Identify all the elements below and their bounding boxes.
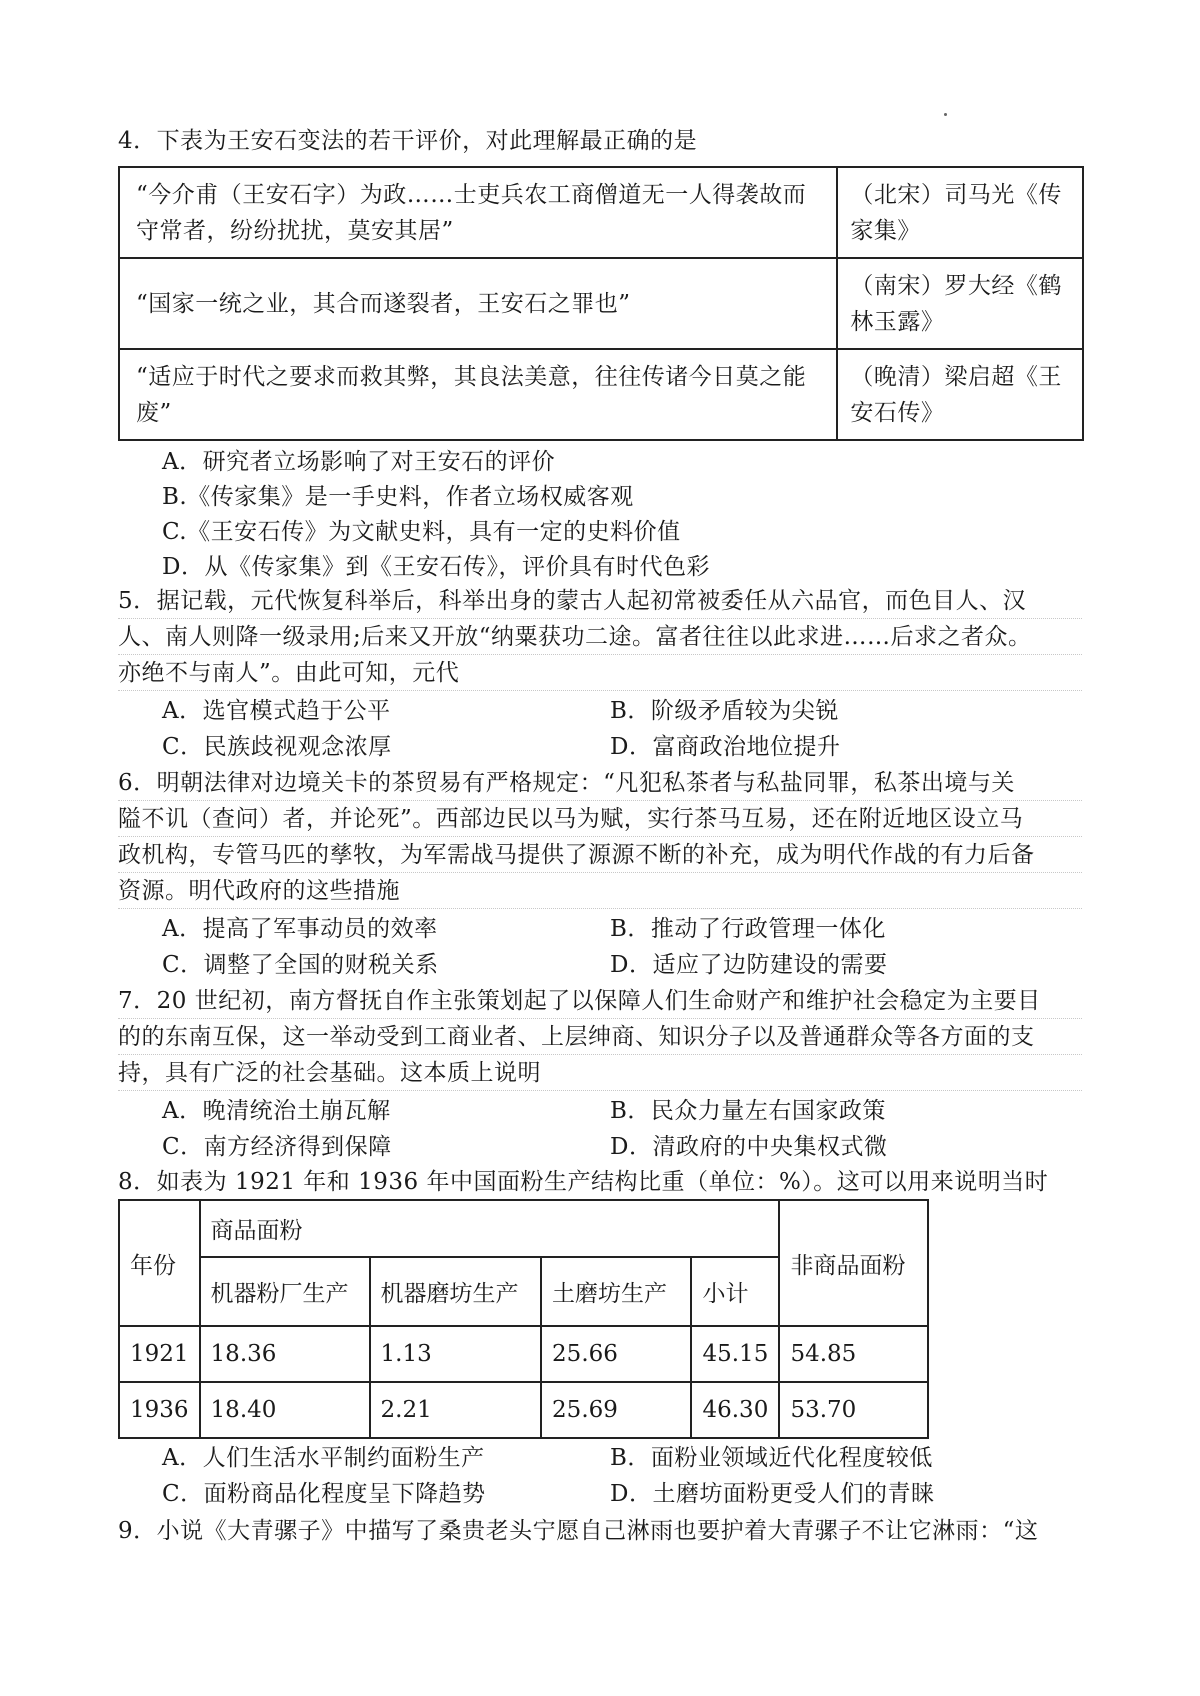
q9-line-1: 9．小说《大青骡子》中描写了桑贵老头宁愿自己淋雨也要护着大青骡子不让它淋雨：“这 <box>118 1518 1039 1544</box>
value-cell: 18.36 <box>200 1326 370 1382</box>
source-line: 安石传》 <box>850 399 945 426</box>
noncommercial-header: 非商品面粉 <box>779 1200 928 1326</box>
q8-stem: 8．如表为 1921 年和 1936 年中国面粉生产结构比重（单位：%）。这可以用来说明当时 <box>118 1169 1049 1195</box>
year-header: 年份 <box>119 1200 200 1326</box>
value-cell: 25.69 <box>541 1382 691 1438</box>
source-cell <box>837 258 1083 349</box>
q7-option-d: D．清政府的中央集权式微 <box>610 1134 888 1160</box>
value-cell: 2.21 <box>370 1382 542 1438</box>
q6-line-3: 政机构，专管马匹的孳牧，为军需战马提供了源源不断的补充，成为明代作战的有力后备 <box>118 838 1082 873</box>
quote-line: 废” <box>136 399 172 426</box>
commercial-header: 商品面粉 <box>200 1200 780 1257</box>
quote-line: “适应于时代之要求而救其弊，其良法美意，往往传诸今日莫之能 <box>136 363 807 390</box>
q4-option-d: D．从《传家集》到《王安石传》，评价具有时代色彩 <box>162 554 710 580</box>
table-row <box>119 167 1083 258</box>
q4-evaluation-table <box>118 166 1084 441</box>
source-line: （北宋）司马光《传 <box>850 181 1062 208</box>
value-cell: 18.40 <box>200 1382 370 1438</box>
source-line: （南宋）罗大经《鹤 <box>850 272 1062 299</box>
q8-flour-table <box>118 1199 929 1439</box>
table-row <box>119 349 1083 440</box>
q4-option-a: A．研究者立场影响了对王安石的评价 <box>162 449 556 475</box>
table-row <box>119 1326 928 1382</box>
subheader-cell: 机器粉厂生产 <box>200 1257 370 1326</box>
q6-option-c: C．调整了全国的财税关系 <box>162 952 439 978</box>
q6-option-a: A．提高了军事动员的效率 <box>162 916 438 942</box>
q4-stem: 4．下表为王安石变法的若干评价，对此理解最正确的是 <box>118 128 698 154</box>
q6-option-d: D．适应了边防建设的需要 <box>610 952 888 978</box>
q8-option-a: A．人们生活水平制约面粉生产 <box>162 1445 485 1471</box>
table-header-row <box>119 1200 928 1257</box>
q5-line-3: 亦绝不与南人”。由此可知，元代 <box>118 656 1082 691</box>
source-cell <box>837 167 1083 258</box>
quote-cell <box>119 167 837 258</box>
q7-option-a: A．晚清统治土崩瓦解 <box>162 1098 391 1124</box>
value-cell: 1.13 <box>370 1326 542 1382</box>
q4-option-b: B.《传家集》是一手史料，作者立场权威客观 <box>162 484 634 510</box>
subheader-cell: 土磨坊生产 <box>541 1257 691 1326</box>
table-row <box>119 258 1083 349</box>
q6-line-4: 资源。明代政府的这些措施 <box>118 874 1082 909</box>
quote-line: “今介甫（王安石字）为政……士吏兵农工商僧道无一人得袭故而 <box>136 181 807 208</box>
source-line: 林玉露》 <box>850 308 945 335</box>
q6-line-1: 6．明朝法律对边境关卡的茶贸易有严格规定：“凡犯私茶者与私盐同罪，私茶出境与关 <box>118 766 1082 801</box>
value-cell: 25.66 <box>541 1326 691 1382</box>
value-cell: 53.70 <box>779 1382 928 1438</box>
scan-dot <box>944 113 947 116</box>
quote-cell <box>119 349 837 440</box>
source-line: 家集》 <box>850 217 921 244</box>
q5-line-2: 人、南人则降一级录用;后来又开放“纳粟获功二途。富者往往以此求进……后求之者众。 <box>118 620 1082 655</box>
q5-option-d: D．富商政治地位提升 <box>610 734 841 760</box>
q7-option-c: C．南方经济得到保障 <box>162 1134 392 1160</box>
q8-option-b: B．面粉业领域近代化程度较低 <box>610 1445 933 1471</box>
q4-option-c: C.《王安石传》为文献史料，具有一定的史料价值 <box>162 519 681 545</box>
source-cell <box>837 349 1083 440</box>
q8-option-c: C．面粉商品化程度呈下降趋势 <box>162 1481 486 1507</box>
q7-option-b: B．民众力量左右国家政策 <box>610 1098 886 1124</box>
value-cell: 45.15 <box>691 1326 779 1382</box>
q5-option-c: C．民族歧视观念浓厚 <box>162 734 392 760</box>
year-cell: 1936 <box>119 1382 200 1438</box>
q5-option-b: B．阶级矛盾较为尖锐 <box>610 698 839 724</box>
year-cell: 1921 <box>119 1326 200 1382</box>
q5-line-1: 5．据记载，元代恢复科举后，科举出身的蒙古人起初常被委任从六品官，而色目人、汉 <box>118 584 1082 619</box>
source-line: （晚清）梁启超《王 <box>850 363 1062 390</box>
subheader-cell: 机器磨坊生产 <box>370 1257 542 1326</box>
table-row <box>119 1382 928 1438</box>
q7-line-1: 7．20 世纪初，南方督抚自作主张策划起了以保障人们生命财产和维护社会稳定为主要目 <box>118 984 1082 1019</box>
quote-line: “国家一统之业，其合而遂裂者，王安石之罪也” <box>136 290 631 317</box>
q5-option-a: A．选官模式趋于公平 <box>162 698 391 724</box>
quote-line: 守常者，纷纷扰扰，莫安其居” <box>136 217 454 244</box>
q6-line-2: 隘不讥（查问）者，并论死”。西部边民以马为赋，实行茶马互易，还在附近地区设立马 <box>118 802 1082 837</box>
q8-option-d: D．土磨坊面粉更受人们的青睐 <box>610 1481 935 1507</box>
quote-cell <box>119 258 837 349</box>
q7-line-3: 持，具有广泛的社会基础。这本质上说明 <box>118 1056 1082 1091</box>
value-cell: 46.30 <box>691 1382 779 1438</box>
q7-line-2: 的的东南互保，这一举动受到工商业者、上层绅商、知识分子以及普通群众等各方面的支 <box>118 1020 1082 1055</box>
value-cell: 54.85 <box>779 1326 928 1382</box>
subheader-cell: 小计 <box>691 1257 779 1326</box>
q6-option-b: B．推动了行政管理一体化 <box>610 916 886 942</box>
